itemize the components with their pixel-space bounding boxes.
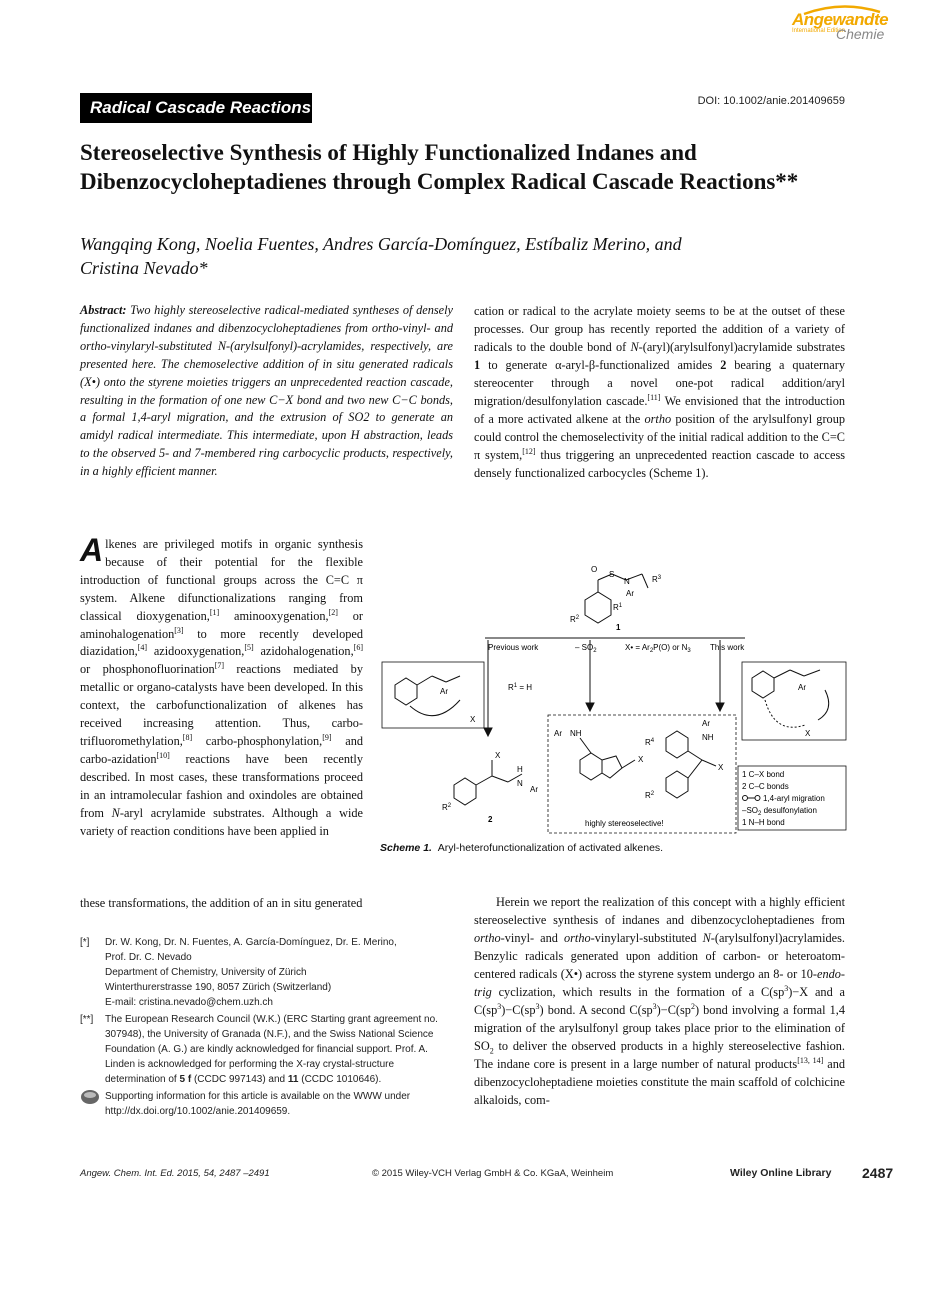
bond-summary-3: 1,4-aryl migration bbox=[763, 794, 825, 803]
superscript: 3 bbox=[497, 1001, 502, 1011]
citation[interactable]: [7] bbox=[214, 661, 225, 671]
migration-icon bbox=[743, 796, 761, 801]
body-text: ) bond involving a formal 1,4 migration of the arylsulfonyl group takes place prior to the elimination of SO bbox=[474, 1003, 845, 1053]
body-text: N bbox=[630, 340, 639, 354]
footnote-mark: [**] bbox=[80, 1014, 94, 1025]
r1-h-label: $R^1 = H$ bbox=[508, 683, 533, 692]
body-text: cyclization, which results in the formation of a C(sp bbox=[491, 985, 785, 999]
label-nh: NH bbox=[702, 733, 714, 742]
superscript: 2 bbox=[690, 1001, 695, 1011]
body-text: azidooxygenation, bbox=[147, 644, 245, 659]
bond-summary-5: 1 N–H bond bbox=[742, 818, 785, 827]
footer-wiley-online-library[interactable]: Wiley Online Library bbox=[730, 1167, 832, 1179]
label-s: S bbox=[609, 570, 615, 579]
bond-summary-2: 2 C–C bonds bbox=[742, 782, 789, 791]
right-column-bottom bbox=[474, 893, 845, 1109]
previous-work-label: Previous work bbox=[488, 643, 539, 652]
body-text: -(aryl)(arylsulfonyl)acrylamide substrates bbox=[638, 340, 845, 354]
footnote-line: Winterthurerstrasse 190, 8057 Zürich (Switzerland) bbox=[105, 982, 332, 993]
footnote-supporting bbox=[80, 1089, 455, 1119]
drop-cap: A bbox=[80, 532, 104, 568]
body-text: )−X and a C(sp bbox=[474, 985, 845, 1017]
label-ar: Ar bbox=[440, 687, 448, 696]
label-ar: Ar bbox=[702, 719, 710, 728]
body-text: or phosphonofluorination bbox=[80, 662, 215, 677]
label-x: X bbox=[638, 755, 644, 764]
label-ar: Ar bbox=[798, 683, 806, 692]
footnotes bbox=[80, 935, 455, 1121]
subscript: 2 bbox=[489, 1046, 494, 1056]
so2-label: – $SO_2$ bbox=[575, 643, 597, 654]
footnote-affiliation bbox=[80, 935, 455, 1010]
body-text: ortho bbox=[564, 931, 591, 945]
superscript: 3 bbox=[784, 983, 789, 993]
body-text: bearing a quaternary stereocenter through a novel one-pot radical addition/aryl migration/desulfonylation cascade. bbox=[474, 358, 845, 408]
label-r1: $R^1$ bbox=[613, 603, 623, 612]
this-work-label: This work bbox=[710, 643, 745, 652]
compound-1-label: 1 bbox=[616, 623, 621, 632]
citation[interactable]: [13, 14] bbox=[797, 1055, 824, 1065]
body-text: cation or radical to the acrylate moiety seems to be at the outset of these processes. Our group has recently reported the addition of a variety of radicals to the double bond of bbox=[474, 304, 845, 354]
bond-summary-1: 1 C–X bond bbox=[742, 770, 785, 779]
body-text: -aryl acrylamide substrates. Although a wide variety of reaction conditions have been applied in bbox=[80, 805, 364, 838]
highly-stereoselective-label: highly stereoselective! bbox=[585, 819, 664, 828]
footnote-text: (CCDC 1010646). bbox=[298, 1074, 382, 1085]
citation[interactable]: [12] bbox=[522, 446, 536, 456]
xdot-label: X• = $Ar_2P(O)$ or $N_3$ bbox=[625, 643, 691, 654]
body-text: -vinyl- and bbox=[500, 931, 564, 945]
left-intermediate bbox=[395, 676, 460, 716]
label-o: O bbox=[591, 565, 598, 574]
intro-continued: these transformations, the addition of an in situ generated bbox=[80, 896, 363, 910]
body-text: We envisioned that the introduction of a more activated alkene at the bbox=[474, 394, 845, 426]
abstract bbox=[80, 302, 453, 481]
body-text: Herein we report the realization of this concept with a highly efficient stereoselective synthesis of indanes and dibenzocycloheptadienes from bbox=[474, 895, 845, 927]
label-n: N bbox=[517, 779, 523, 788]
body-text: reactions have been recently described. In most cases, these transformations proceed in an intramolecular fashion and oxindoles are obtained from bbox=[80, 751, 363, 820]
footnote-text[interactable]: Supporting information for this article is available on the WWW under http://dx.doi.org/10.1002/anie.201409659. bbox=[105, 1091, 411, 1117]
logo-subtitle: Chemie bbox=[836, 26, 885, 42]
body-text: endo-trig bbox=[474, 967, 845, 999]
page-footer bbox=[80, 1166, 900, 1182]
label-ar: Ar bbox=[554, 729, 562, 738]
logo-name: Angewandte bbox=[792, 10, 889, 29]
body-text: to more recently developed diazidation, bbox=[80, 626, 363, 659]
body-text: )−C(sp bbox=[656, 1003, 691, 1017]
authors-line-1: Wangqing Kong, Noelia Fuentes, Andres García-Domínguez, Estíbaliz Merino, and bbox=[80, 234, 682, 254]
journal-logo bbox=[788, 4, 903, 56]
body-text: to deliver the observed products in a highly stereoselective fashion. The indane core is present in a large number of natural products bbox=[474, 1039, 845, 1071]
citation[interactable]: [1] bbox=[209, 607, 220, 617]
label-r4: $R^4$ bbox=[645, 738, 655, 747]
indane-product bbox=[580, 738, 635, 780]
compound-ref: 5 f bbox=[179, 1074, 192, 1085]
footer-copyright: © 2015 Wiley-VCH Verlag GmbH & Co. KGaA, Weinheim bbox=[372, 1168, 614, 1179]
citation[interactable]: [2] bbox=[328, 607, 338, 617]
footer-journal: Angew. Chem. Int. Ed. 2015, 54, 2487 –2491 bbox=[80, 1168, 270, 1179]
body-text: to generate α-aryl-β-functionalized amides bbox=[480, 358, 721, 372]
scheme-caption-label: Scheme 1. bbox=[380, 842, 432, 854]
compound-1-structure bbox=[585, 574, 648, 623]
superscript: 3 bbox=[652, 1001, 657, 1011]
body-text: )−C(sp bbox=[501, 1003, 536, 1017]
citation[interactable]: [6] bbox=[353, 643, 363, 653]
body-text: position of the arylsulfonyl group could control the chemoselectivity of the initial radical addition to the C=C π system, bbox=[474, 412, 845, 462]
body-text: ) bond. A second C(sp bbox=[539, 1003, 653, 1017]
footnote-text: (CCDC 997143) and bbox=[191, 1074, 288, 1085]
citation[interactable]: [11] bbox=[647, 392, 661, 402]
label-r2: $R^2$ bbox=[570, 615, 580, 624]
section-banner: Radical Cascade Reactions bbox=[80, 93, 312, 123]
footnote-mark: [*] bbox=[80, 937, 90, 948]
body-text: lkenes are privileged motifs in organic synthesis because of their potential for the flexible introduction of functional groups across the C=C π system. Alkene difunctionalizations ranging from classical dioxygenation, bbox=[80, 537, 363, 623]
label-nh: NH bbox=[570, 729, 582, 738]
page-number: 2487 bbox=[862, 1165, 894, 1181]
label-r3: $R^3$ bbox=[652, 575, 662, 584]
citation[interactable]: [4] bbox=[137, 643, 148, 653]
intro-paragraph bbox=[80, 532, 364, 840]
citation[interactable]: [5] bbox=[244, 643, 254, 653]
right-intermediate bbox=[752, 670, 829, 727]
scheme-1-figure bbox=[380, 560, 850, 850]
compound-2-structure bbox=[454, 760, 522, 805]
abstract-text: Two highly stereoselective radical-mediated syntheses of densely functionalized indanes and dibenzocycloheptadienes from ortho-vinyl- and ortho-vinylaryl-substituted N-(arylsulfonyl)-acrylamides, respectively, are presented here. The chemoselective addition of in situ generated radicals (X•) onto the styrene moieties triggers an unprecedented reaction cascade, resulting in the formation of one new C−X bond and two new C−C bonds, a formal 1,4-aryl migration, and the extrusion of SO2 to generate an amidyl radical intermediate. This intermediate, upon H abstraction, leads to the observed 5- and 7-membered ring carbocyclic products, respectively, in a highly efficient manner. bbox=[80, 303, 453, 479]
citation[interactable]: [9] bbox=[322, 732, 332, 742]
footnote-email[interactable]: E-mail: cristina.nevado@chem.uzh.ch bbox=[105, 997, 273, 1008]
mechanism-box-right bbox=[742, 662, 846, 740]
footnote-funding bbox=[80, 1012, 455, 1087]
compound-ref: 2 bbox=[720, 358, 727, 372]
body-paragraph bbox=[474, 893, 845, 1109]
body-text: or aminohalogenation bbox=[80, 608, 363, 641]
body-text: and dibenzocycloheptadiene moieties constitute the main scaffold of colchicine alkaloids, com- bbox=[474, 1057, 845, 1107]
arrowhead-right bbox=[716, 703, 724, 711]
supporting-info-icon bbox=[80, 1089, 105, 1119]
logo-edition: International Edition bbox=[792, 28, 846, 34]
body-text: ortho bbox=[644, 412, 672, 426]
label-h: H bbox=[517, 765, 523, 774]
body-text: -(arylsulfonyl)acrylamides. Benzylic radicals generated upon addition of carbon- or heteroatom-centered radicals (X•) across the styrene system undergo an 8- or 10- bbox=[474, 931, 845, 981]
body-text: carbo-phosphonylation, bbox=[192, 733, 323, 748]
label-ar: Ar bbox=[530, 785, 538, 794]
citation[interactable]: [10] bbox=[156, 750, 170, 760]
body-text: thus triggering an unprecedented reaction cascade to access densely functionalized carbocycles (Scheme 1). bbox=[474, 448, 846, 480]
arrowhead-center bbox=[586, 703, 594, 711]
doi[interactable]: DOI: 10.1002/anie.201409659 bbox=[697, 95, 845, 107]
compound-ref: 1 bbox=[474, 358, 481, 372]
arrowhead-left bbox=[484, 728, 492, 736]
body-text: aminooxygenation, bbox=[219, 608, 329, 623]
body-text: ortho bbox=[474, 931, 501, 945]
label-x: X bbox=[495, 751, 501, 760]
authors-line-2: Cristina Nevado* bbox=[80, 258, 208, 278]
label-x: X bbox=[718, 763, 724, 772]
compound-2-label: 2 bbox=[488, 815, 493, 824]
footnote-text: The European Research Council (W.K.) (ERC Starting grant agreement no. 307948), the University of Granada (N.F.), and the Swiss National Science Foundation (A. G.) are kindly acknowledged for financial support. Prof. A. Linden is acknowledged for performing the X-ray crystal-structure determination of bbox=[105, 1014, 438, 1085]
label-r2: $R^2$ bbox=[442, 803, 452, 812]
compound-ref: 11 bbox=[287, 1074, 299, 1085]
scheme-caption bbox=[380, 842, 850, 854]
citation[interactable]: [3] bbox=[174, 625, 184, 635]
scheme-caption-text: Aryl-heterofunctionalization of activated alkenes. bbox=[437, 842, 664, 854]
label-x: X bbox=[470, 715, 476, 724]
abstract-label: Abstract: bbox=[80, 303, 127, 317]
article-title: Stereoselective Synthesis of Highly Functionalized Indanes and Dibenzocycloheptadienes through Complex Radical Cascade Reactions** bbox=[80, 140, 799, 194]
label-n: N bbox=[624, 577, 630, 586]
citation[interactable]: [8] bbox=[182, 732, 193, 742]
superscript: 3 bbox=[535, 1001, 540, 1011]
bond-summary-4: $-SO_2$ desulfonylation bbox=[742, 806, 817, 817]
body-text: -vinylaryl-substituted bbox=[590, 931, 703, 945]
footnote-line: Department of Chemistry, University of Zürich bbox=[105, 967, 307, 978]
body-text: N bbox=[111, 805, 120, 820]
body-text: azidohalogenation, bbox=[253, 644, 354, 659]
footnote-line: Prof. Dr. C. Nevado bbox=[105, 952, 192, 963]
body-text: reactions mediated by metallic or organo-catalysts have been developed. In this context, the carbofunctionalization of alkenes has received increasing attention. Thus, carbo-trifluoromethylation, bbox=[80, 662, 363, 748]
right-column-top bbox=[474, 302, 845, 482]
footnote-line: Dr. W. Kong, Dr. N. Fuentes, A. García-Domínguez, Dr. E. Merino, bbox=[105, 937, 397, 948]
label-ar: Ar bbox=[626, 589, 634, 598]
body-text: and carbo-azidation bbox=[80, 733, 363, 766]
label-r2: $R^2$ bbox=[645, 791, 655, 800]
authors bbox=[80, 232, 860, 280]
mechanism-box-left bbox=[382, 662, 484, 728]
label-x: X bbox=[805, 729, 811, 738]
body-text: N bbox=[702, 931, 711, 945]
